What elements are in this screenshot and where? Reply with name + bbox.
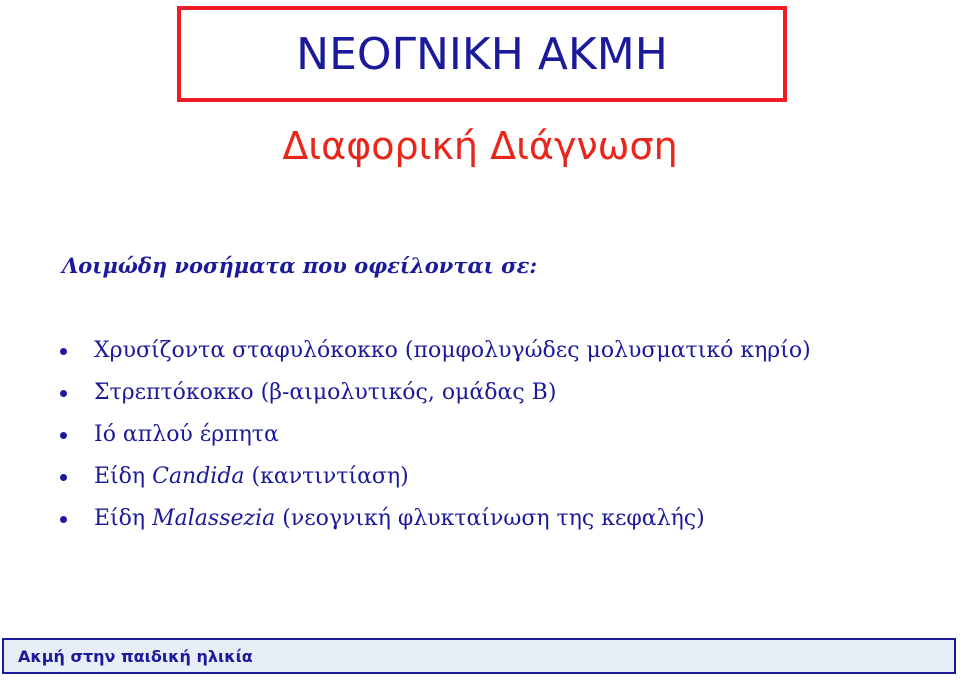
footer-bar (2, 638, 956, 674)
bullet-text: Είδη (94, 506, 153, 531)
bullet-item (56, 420, 811, 462)
slide-subtitle: Διαφορική Διάγνωση (282, 124, 678, 168)
bullet-icon (60, 474, 67, 481)
bullet-text: Είδη (94, 464, 153, 489)
bullet-icon (60, 390, 67, 397)
bullet-item (56, 504, 811, 546)
bullet-text: Ιό απλού έρπητα (94, 422, 279, 447)
bullet-icon (60, 516, 67, 523)
slide-title: ΝΕΟΓΝΙΚΗ ΑΚΜΗ (296, 28, 668, 80)
bullet-text-italic: Malassezia (152, 506, 276, 531)
title-box (177, 6, 787, 102)
footer-text: Ακμή στην παιδική ηλικία (18, 646, 253, 666)
bullet-item (56, 462, 811, 504)
bullet-text: Στρεπτόκοκκο (β-αιμολυτικός, ομάδας Β) (94, 380, 557, 405)
bullet-text-suffix: (καντιντίαση) (244, 464, 409, 489)
bullet-text: Χρυσίζοντα σταφυλόκοκκο (πομφολυγώδες μολυσματικό κηρίο) (94, 338, 811, 363)
bullet-icon (60, 348, 67, 355)
bullet-item (56, 336, 811, 378)
bullet-text-suffix: (νεογνική φλυκταίνωση της κεφαλής) (275, 506, 705, 531)
bullet-list (56, 336, 811, 546)
bullet-icon (60, 432, 67, 439)
bullet-item (56, 378, 811, 420)
bullet-text-italic: Candida (152, 464, 245, 489)
intro-text: Λοιμώδη νοσήματα που οφείλονται σε: (62, 253, 538, 278)
